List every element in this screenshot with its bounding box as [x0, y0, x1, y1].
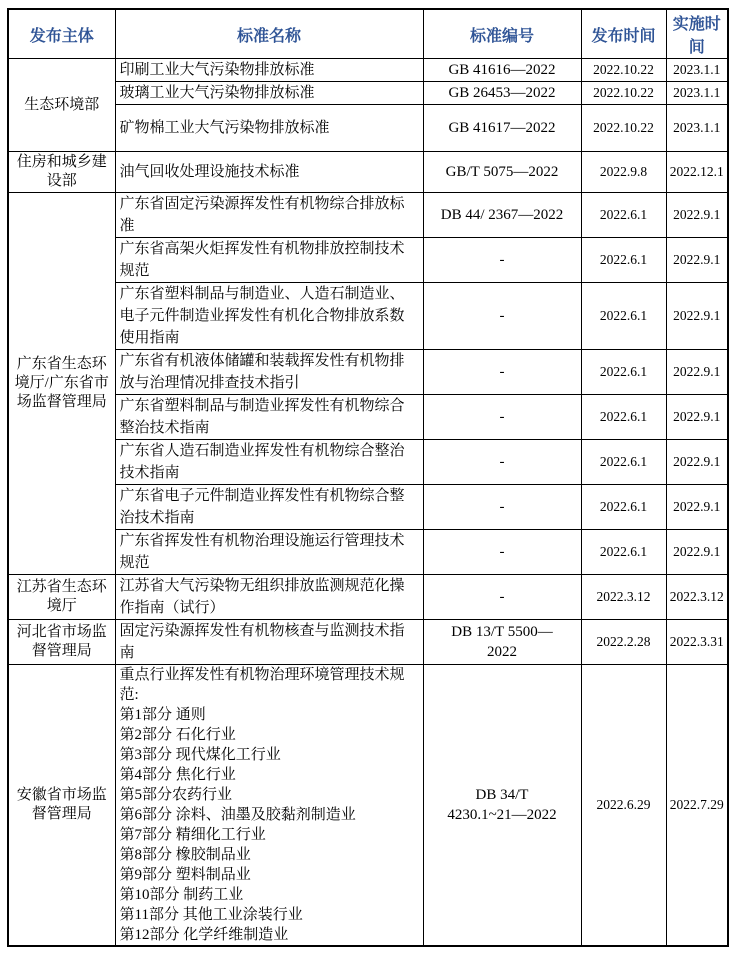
standard-code-cell: -	[423, 530, 581, 575]
text-line: 第5部分农药行业	[119, 787, 233, 803]
standard-name-cell: 广东省固定污染源挥发性有机物综合排放标准	[115, 193, 423, 238]
impl-date-cell: 2022.9.1	[666, 193, 728, 238]
text-line: 第1部分 通则	[119, 707, 206, 723]
standard-name-cell: 广东省高架火炬挥发性有机物排放控制技术规范	[115, 238, 423, 283]
standard-code-cell: -	[423, 350, 581, 395]
text-line: 4230.1~21—2022	[447, 807, 557, 823]
issue-date-cell: 2022.6.1	[581, 283, 666, 350]
table-row	[8, 59, 728, 82]
table-row	[8, 395, 728, 440]
impl-date-cell: 2022.12.1	[666, 152, 728, 193]
table-row	[8, 152, 728, 193]
table-row	[8, 105, 728, 152]
text-line: 第3部分 现代煤化工行业	[119, 747, 281, 763]
standard-code-cell: GB 41616—2022	[423, 59, 581, 82]
standard-name-cell: 广东省有机液体储罐和装载挥发性有机物排放与治理情况排查技术指引	[115, 350, 423, 395]
impl-date-cell: 2022.9.1	[666, 530, 728, 575]
issue-date-cell: 2022.10.22	[581, 82, 666, 105]
column-header-issue_date: 发布时间	[581, 9, 666, 59]
standard-code-cell: -	[423, 238, 581, 283]
issue-date-cell: 2022.6.1	[581, 193, 666, 238]
standards-table	[7, 8, 729, 947]
table-row	[8, 283, 728, 350]
standard-name-cell: 广东省塑料制品与制造业、人造石制造业、电子元件制造业挥发性有机化合物排放系数使用指南	[115, 283, 423, 350]
standard-code-cell: GB 26453—2022	[423, 82, 581, 105]
standard-name-cell: 矿物棉工业大气污染物排放标准	[115, 105, 423, 152]
table-row	[8, 238, 728, 283]
text-line: DB 13/T 5500—	[451, 624, 553, 640]
issue-date-cell: 2022.10.22	[581, 59, 666, 82]
column-header-impl_date: 实施时间	[666, 9, 728, 59]
text-line: 第12部分 化学纤维制造业	[119, 927, 289, 943]
standard-code-cell: -	[423, 395, 581, 440]
issuer-cell: 生态环境部	[8, 59, 115, 152]
standard-code-cell: -	[423, 440, 581, 485]
standard-name-cell: 江苏省大气污染物无组织排放监测规范化操作指南（试行）	[115, 575, 423, 620]
standard-name-cell: 油气回收处理设施技术标准	[115, 152, 423, 193]
issue-date-cell: 2022.6.1	[581, 530, 666, 575]
column-header-issuer: 发布主体	[8, 9, 115, 59]
standard-code-cell: -	[423, 575, 581, 620]
impl-date-cell: 2022.9.1	[666, 238, 728, 283]
standard-name-cell: 广东省塑料制品与制造业挥发性有机物综合整治技术指南	[115, 395, 423, 440]
table-row	[8, 575, 728, 620]
standard-name-cell: 广东省挥发性有机物治理设施运行管理技术规范	[115, 530, 423, 575]
table-row	[8, 485, 728, 530]
text-line: 第4部分 焦化行业	[119, 767, 236, 783]
impl-date-cell: 2023.1.1	[666, 59, 728, 82]
standard-code-cell: -	[423, 485, 581, 530]
text-line: 第10部分 制药工业	[119, 887, 244, 903]
table-row	[8, 193, 728, 238]
table-row	[8, 620, 728, 665]
standard-name-cell: 固定污染源挥发性有机物核查与监测技术指南	[115, 620, 423, 665]
impl-date-cell: 2022.9.1	[666, 440, 728, 485]
text-line: DB 34/T	[475, 787, 529, 803]
header-row	[8, 9, 728, 59]
issue-date-cell: 2022.10.22	[581, 105, 666, 152]
standard-name-cell: 广东省人造石制造业挥发性有机物综合整治技术指南	[115, 440, 423, 485]
issue-date-cell: 2022.3.12	[581, 575, 666, 620]
impl-date-cell: 2022.9.1	[666, 485, 728, 530]
text-line: 第9部分 塑料制品业	[119, 867, 251, 883]
table-body	[8, 59, 728, 947]
issuer-cell: 广东省生态环境厅/广东省市场监督管理局	[8, 193, 115, 575]
issue-date-cell: 2022.6.1	[581, 440, 666, 485]
standard-code-cell	[423, 665, 581, 947]
impl-date-cell: 2023.1.1	[666, 82, 728, 105]
table-row	[8, 665, 728, 947]
issuer-cell: 河北省市场监督管理局	[8, 620, 115, 665]
standard-name-cell: 广东省电子元件制造业挥发性有机物综合整治技术指南	[115, 485, 423, 530]
issuer-cell: 安徽省市场监督管理局	[8, 665, 115, 947]
issue-date-cell: 2022.6.1	[581, 485, 666, 530]
table-header	[8, 9, 728, 59]
impl-date-cell: 2022.9.1	[666, 350, 728, 395]
issuer-cell: 住房和城乡建设部	[8, 152, 115, 193]
issue-date-cell: 2022.6.1	[581, 238, 666, 283]
text-line: 第7部分 精细化工行业	[119, 827, 266, 843]
table-row	[8, 82, 728, 105]
impl-date-cell: 2022.3.31	[666, 620, 728, 665]
impl-date-cell: 2022.9.1	[666, 283, 728, 350]
standard-name-cell: 印刷工业大气污染物排放标准	[115, 59, 423, 82]
impl-date-cell: 2022.3.12	[666, 575, 728, 620]
text-line: 重点行业挥发性有机物治理环境管理技术规范:	[119, 667, 405, 703]
issue-date-cell: 2022.6.1	[581, 395, 666, 440]
issue-date-cell: 2022.6.1	[581, 350, 666, 395]
text-line: 第11部分 其他工业涂装行业	[119, 907, 303, 923]
impl-date-cell: 2022.7.29	[666, 665, 728, 947]
standard-name-cell: 玻璃工业大气污染物排放标准	[115, 82, 423, 105]
text-line: 第2部分 石化行业	[119, 727, 236, 743]
column-header-code: 标准编号	[423, 9, 581, 59]
table-row	[8, 350, 728, 395]
issue-date-cell: 2022.9.8	[581, 152, 666, 193]
standard-name-cell	[115, 665, 423, 947]
standard-code-cell: -	[423, 283, 581, 350]
text-line: 第6部分 涂料、油墨及胶黏剂制造业	[119, 807, 356, 823]
table-row	[8, 530, 728, 575]
impl-date-cell: 2022.9.1	[666, 395, 728, 440]
issuer-cell: 江苏省生态环境厅	[8, 575, 115, 620]
text-line: 第8部分 橡胶制品业	[119, 847, 251, 863]
table-row	[8, 440, 728, 485]
standard-code-cell: GB 41617—2022	[423, 105, 581, 152]
issue-date-cell: 2022.6.29	[581, 665, 666, 947]
issue-date-cell: 2022.2.28	[581, 620, 666, 665]
standard-code-cell: GB/T 5075—2022	[423, 152, 581, 193]
standard-code-cell	[423, 620, 581, 665]
impl-date-cell: 2023.1.1	[666, 105, 728, 152]
column-header-name: 标准名称	[115, 9, 423, 59]
text-line: 2022	[487, 644, 517, 660]
standard-code-cell: DB 44/ 2367—2022	[423, 193, 581, 238]
